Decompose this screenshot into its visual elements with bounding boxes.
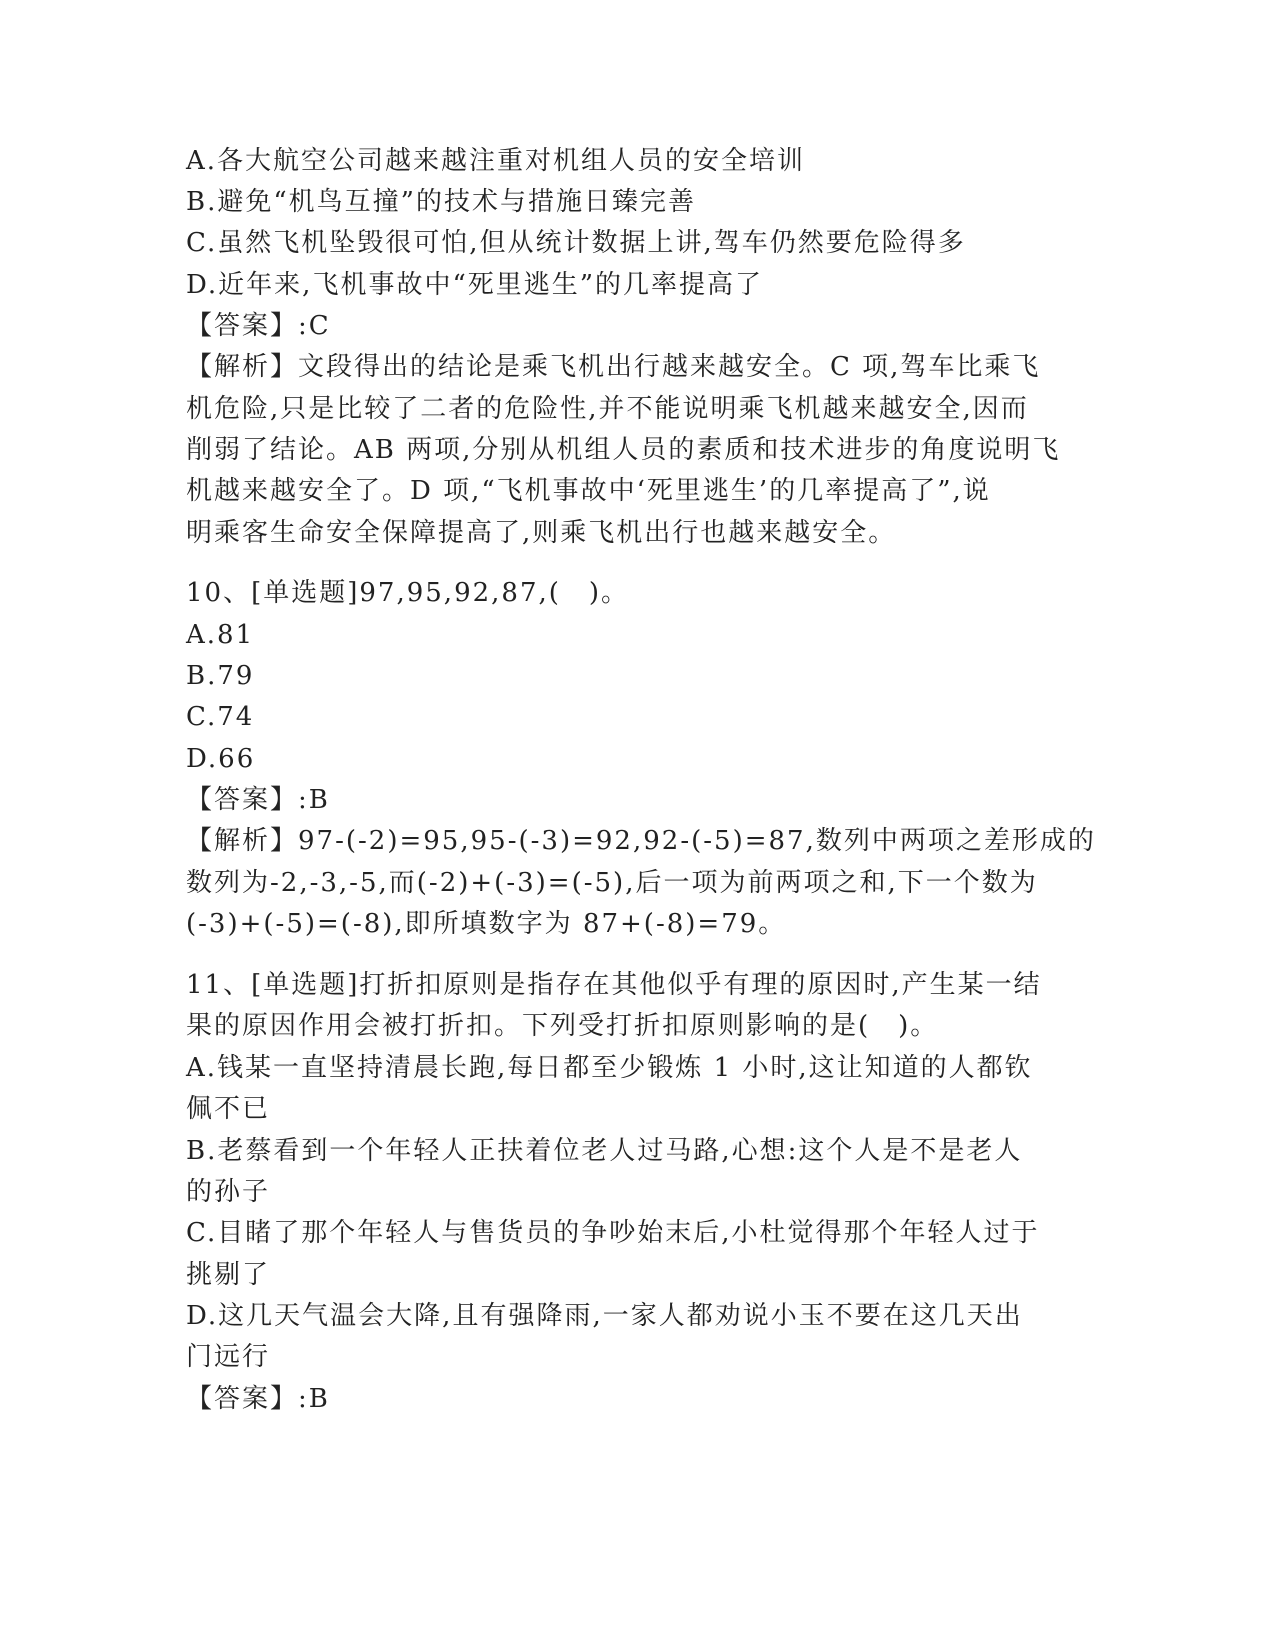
q11-option-d: 门远行 (186, 1342, 271, 1372)
q9-option-d: D.近年来,飞机事故中“死里逃生”的几率提高了 (186, 270, 764, 300)
q10-analysis-line: 【解析】97-(-2)=95,95-(-3)=92,92-(-5)=87,数列中两项之差形成的 (186, 826, 1096, 856)
q10-option-c: C.74 (186, 702, 255, 732)
q11-option-b: 的孙子 (186, 1177, 271, 1207)
q11-option-a: 佩不已 (186, 1094, 271, 1124)
q11-option-c: 挑剔了 (186, 1260, 271, 1290)
q11-option-d: D.这几天气温会大降,且有强降雨,一家人都劝说小玉不要在这几天出 (186, 1301, 1023, 1331)
q11-option-b: B.老蔡看到一个年轻人正扶着位老人过马路,心想:这个人是不是老人 (186, 1136, 1023, 1166)
q9-analysis-line: 削弱了结论。AB 两项,分别从机组人员的素质和技术进步的角度说明飞 (186, 435, 1061, 465)
q10-option-a: A.81 (186, 620, 255, 650)
q10-analysis-line: (-3)+(-5)=(-8),即所填数字为 87+(-8)=79。 (186, 909, 787, 939)
q9-analysis-line: 机危险,只是比较了二者的危险性,并不能说明乘飞机越来越安全,因而 (186, 394, 1029, 424)
q10-analysis-line: 数列为-2,-3,-5,而(-2)+(-3)=(-5),后一项为前两项之和,下一个数为 (186, 868, 1038, 898)
q9-analysis-line: 机越来越安全了。D 项,“飞机事故中‘死里逃生’的几率提高了”,说 (186, 476, 991, 506)
q10-answer: 【答案】:B (186, 785, 330, 815)
q9-option-b: B.避免“机鸟互撞”的技术与措施日臻完善 (186, 187, 696, 217)
q10-option-b: B.79 (186, 661, 255, 691)
q9-answer: 【答案】:C (186, 311, 331, 341)
q11-question: 11、[单选题]打折扣原则是指存在其他似乎有理的原因时,产生某一结 (186, 970, 1042, 1000)
q9-option-a: A.各大航空公司越来越注重对机组人员的安全培训 (186, 146, 806, 176)
q10-option-d: D.66 (186, 744, 256, 774)
q10-question: 10、[单选题]97,95,92,87,( )。 (186, 578, 630, 608)
q11-question: 果的原因作用会被打折扣。下列受打折扣原则影响的是( )。 (186, 1011, 939, 1041)
q9-option-c: C.虽然飞机坠毁很可怕,但从统计数据上讲,驾车仍然要危险得多 (186, 228, 966, 258)
q9-analysis-line: 明乘客生命安全保障提高了,则乘飞机出行也越来越安全。 (186, 518, 897, 548)
q11-option-c: C.目睹了那个年轻人与售货员的争吵始末后,小杜觉得那个年轻人过于 (186, 1218, 1040, 1248)
q11-option-a: A.钱某一直坚持清晨长跑,每日都至少锻炼 1 小时,这让知道的人都钦 (186, 1053, 1033, 1083)
q11-answer: 【答案】:B (186, 1384, 330, 1414)
q9-analysis-line: 【解析】文段得出的结论是乘飞机出行越来越安全。C 项,驾车比乘飞 (186, 352, 1041, 382)
